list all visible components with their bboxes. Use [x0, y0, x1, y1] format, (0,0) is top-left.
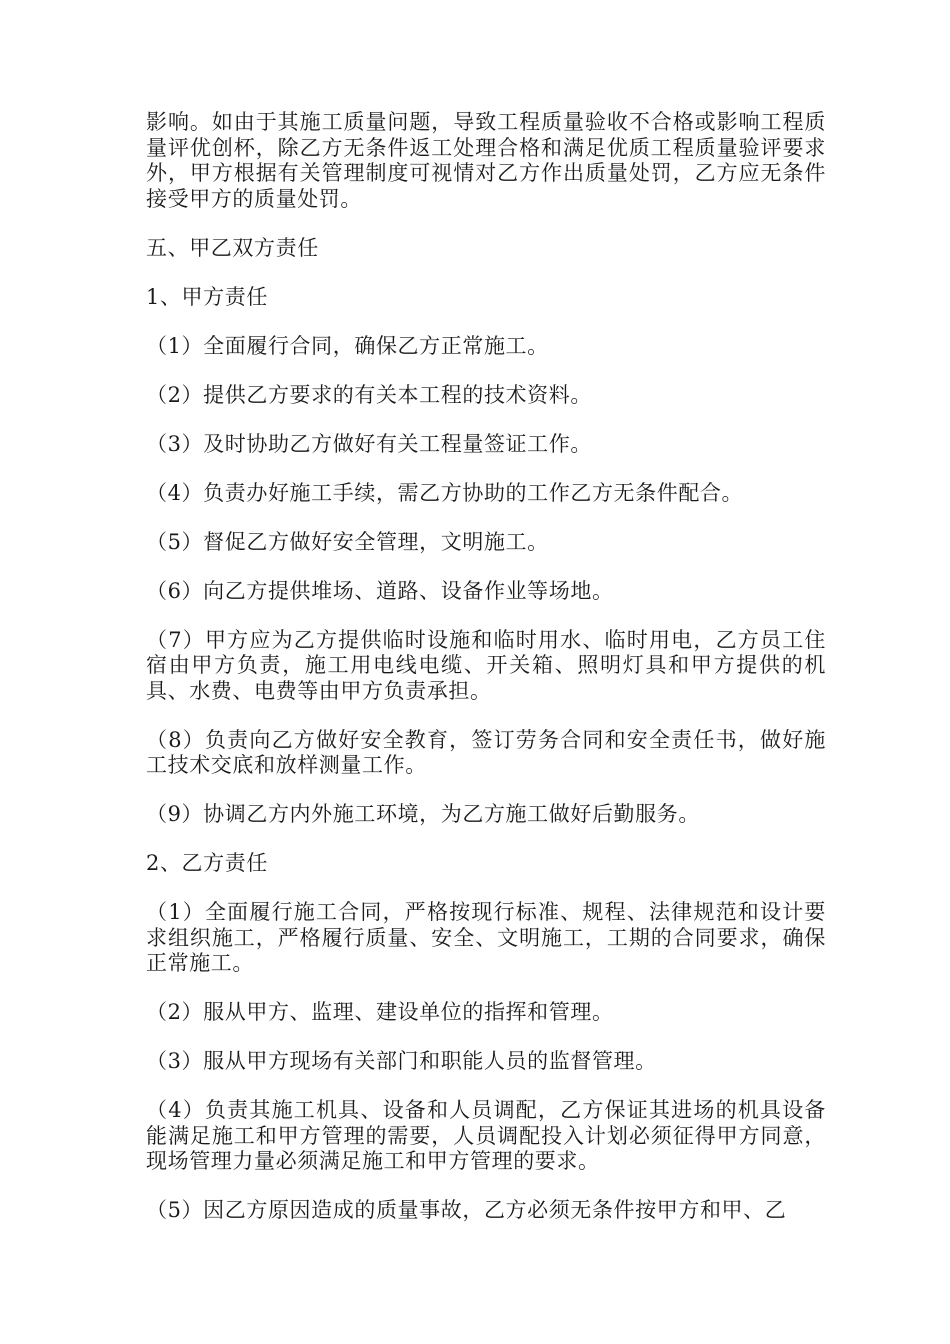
party-a-item-7: （7）甲方应为乙方提供临时设施和临时用水、临时用电，乙方员工住宿由甲方负责，施工用电线电缆、开关箱、照明灯具和甲方提供的机具、水费、电费等由甲方负责承担。	[146, 627, 826, 703]
party-b-item-3: （3）服从甲方现场有关部门和职能人员的监督管理。	[146, 1049, 657, 1073]
party-a-item-3: （3）及时协助乙方做好有关工程量签证工作。	[146, 431, 592, 456]
party-a-item-2: （2）提供乙方要求的有关本工程的技术资料。	[146, 382, 592, 407]
party-b-item-1: （1）全面履行施工合同，严格按现行标准、规程、法律规范和设计要求组织施工，严格履行质量、安全、文明施工，工期的合同要求，确保正常施工。	[146, 900, 826, 975]
party-b-item-4: （4）负责其施工机具、设备和人员调配，乙方保证其进场的机具设备能满足施工和甲方管理的需要，人员调配投入计划必须征得甲方同意，现场管理力量必须满足施工和甲方管理的要求。	[146, 1098, 826, 1173]
subsection-heading-party-a: 1、甲方责任	[146, 284, 268, 309]
party-a-item-4: （4）负责办好施工手续，需乙方协助的工作乙方无条件配合。	[146, 480, 744, 505]
party-b-item-5: （5）因乙方原因造成的质量事故，乙方必须无条件按甲方和甲、乙	[146, 1198, 787, 1222]
paragraph-quality-penalty: 影响。如由于其施工质量问题，导致工程质量验收不合格或影响工程质量评优创杯，除乙方无条件返工处理合格和满足优质工程质量验评要求外，甲方根据有关管理制度可视情对乙方作出质量处罚，乙方应无条件接受甲方的质量处罚。	[146, 110, 826, 211]
party-a-item-9: （9）协调乙方内外施工环境，为乙方施工做好后勤服务。	[146, 802, 700, 826]
party-a-item-5: （5）督促乙方做好安全管理，文明施工。	[146, 529, 549, 554]
party-a-item-6: （6）向乙方提供堆场、道路、设备作业等场地。	[146, 578, 614, 603]
section-heading-responsibilities: 五、甲乙双方责任	[146, 235, 319, 260]
document-page	[146, 110, 826, 1247]
subsection-heading-party-b: 2、乙方责任	[146, 851, 268, 875]
party-a-item-1: （1）全面履行合同，确保乙方正常施工。	[146, 333, 549, 358]
party-b-item-2: （2）服从甲方、监理、建设单位的指挥和管理。	[146, 1000, 614, 1024]
party-a-item-8: （8）负责向乙方做好安全教育，签订劳务合同和安全责任书，做好施工技术交底和放样测量工作。	[146, 727, 826, 777]
